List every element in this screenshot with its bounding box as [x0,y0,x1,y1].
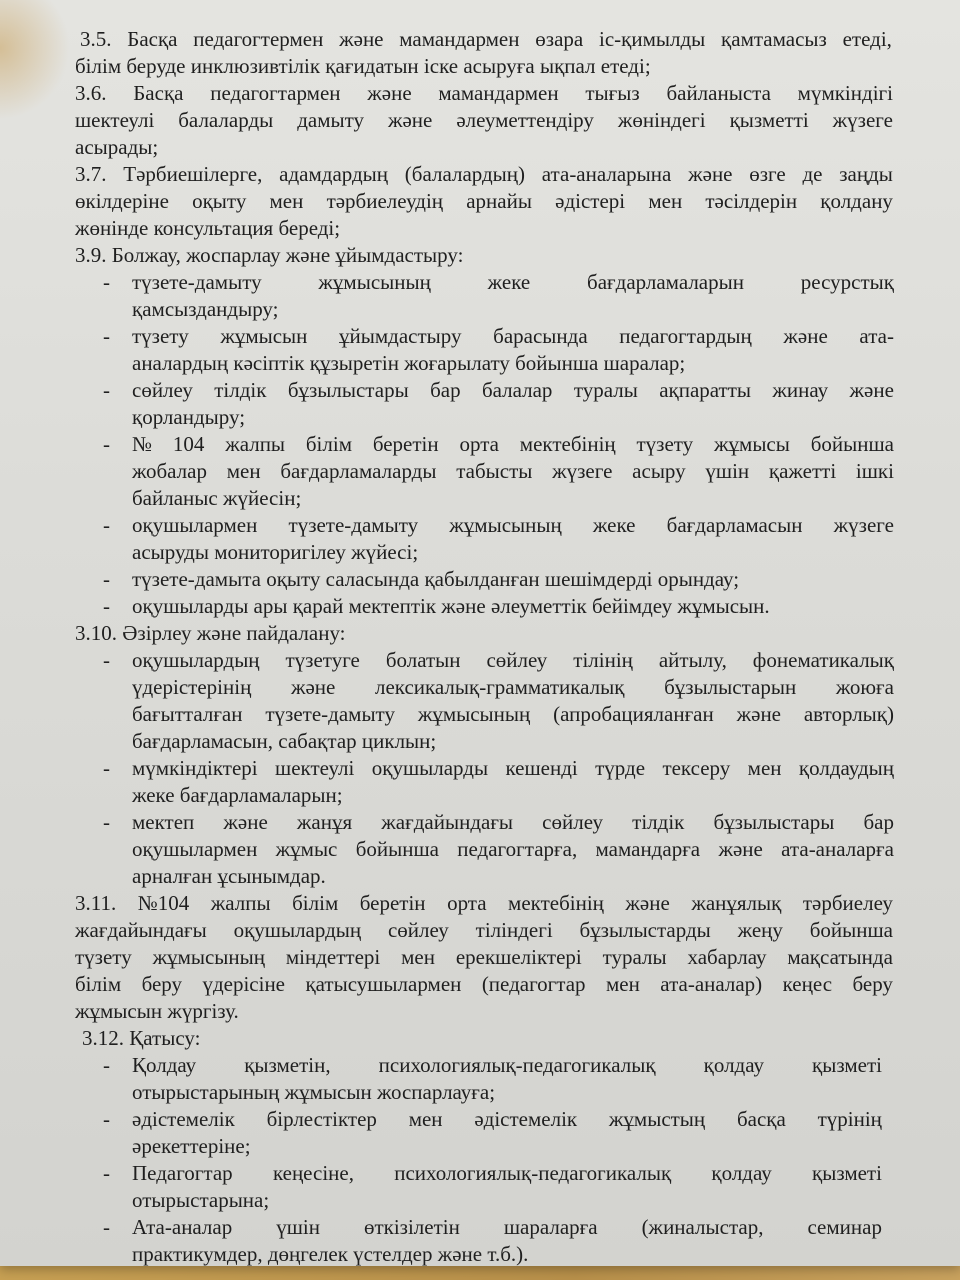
word: дамыту [297,108,365,132]
word: мен [747,756,782,780]
word: сөйлеу [132,378,193,402]
word: түзете-дамыту [288,513,419,537]
word: және [718,837,763,861]
word: жүзеге [833,513,894,537]
word: адамдардың [279,162,389,186]
word: жағдайындағы [75,918,207,942]
word: жалпы [225,432,286,456]
word: қолдаудың [798,756,894,780]
word: бойынша [810,432,894,456]
word: жанұя [296,810,353,834]
word: және [290,675,336,699]
word: мектебінің [508,891,604,915]
word: жұмыстың [608,1107,706,1131]
word: тәрбиелеу [802,891,893,915]
word: ата- [859,324,894,348]
word: етеді, [842,27,892,51]
word: де [802,162,823,186]
text-line: аналардың кәсіптік құзыретін жоғарылату бойынша шаралар; [132,351,686,375]
text-line [132,1052,882,1079]
word: және [625,891,670,915]
word: түрінің [817,1107,882,1131]
word: шектеулі [75,108,155,132]
word: оқыту [192,189,247,213]
word: №104 [137,891,190,915]
word: тілінің [573,648,633,672]
word: тілдік [214,378,267,402]
word: ресурстық [800,270,894,294]
word: жоюға [835,675,894,699]
word: беретін [372,432,439,456]
word: Басқа [127,27,178,51]
word: қажетті [768,459,837,483]
text-line: қорландыру; [132,405,246,429]
word: бағдарламаларын [587,270,744,294]
word: түзету [75,945,132,969]
word: семинар [807,1215,882,1239]
text-line [132,674,894,701]
word: орта [459,432,499,456]
word: қызметті [729,108,809,132]
word: түзету [636,432,694,456]
word: беру [141,972,183,996]
word: бағдарламаларды [280,459,437,483]
word: оқушылардың [233,918,362,942]
word: және [339,27,384,51]
word: кешенді [505,756,578,780]
word: және [849,378,894,402]
word: тексеру [662,756,731,780]
text-line: жөнінде консультация береді; [75,216,341,240]
word: түзете-дамыту [132,270,262,294]
word: мамандармен [399,27,520,51]
text-line [132,836,894,863]
word: бірлестіктер [266,1107,377,1131]
word: түзету [132,324,189,348]
word: жалпы [210,891,271,915]
word: асыру [632,459,686,483]
word: шектеулі [275,756,355,780]
text-line [132,431,894,458]
word: Педагогтар [132,1161,233,1185]
word: педагогтармен [210,81,341,105]
text-line [132,458,894,485]
list-bullet-dash: - [103,567,110,591]
word: туралы [602,945,667,969]
word: фонематикалық [752,648,894,672]
text-line: оқушыларды ары қарай мектептік және әлеуметтік бейімдеу жұмысын. [132,594,770,618]
word: хабарлау [687,945,767,969]
word: табысты [456,459,533,483]
word: басқа [736,1107,786,1131]
word: сөйлеу [387,918,449,942]
word: № [132,432,153,456]
word: орта [447,891,487,915]
word: мен [401,945,435,969]
word: мектеп [132,810,195,834]
word: беретін [359,891,426,915]
word: жанұялық [691,891,782,915]
word: лексикалық-грамматикалық [374,675,625,699]
word: тілдік [632,810,685,834]
word: туралы [573,378,638,402]
word: балаларды [178,108,274,132]
word: жеке [487,270,531,294]
word: педагогтардың [619,324,752,348]
text-line: 3.12. Қатысу: [82,1026,201,1050]
word: өзге [749,162,786,186]
word: бағытталған [132,702,243,726]
word: Тәрбиешілерге, [123,162,263,186]
word: оқушылармен [132,837,258,861]
list-bullet-dash: - [103,1161,110,1185]
word: кеңес [782,972,833,996]
text-line: бағдарламасын, сабақтар циклын; [132,729,437,753]
word: қызметі [812,1053,882,1077]
word: (балалардың) [404,162,526,186]
word: мамандармен [438,81,559,105]
word: оқушыларды [371,756,489,780]
word: 104 [172,432,205,456]
word: үшін [705,459,750,483]
word: қолдау [703,1053,764,1077]
word: 3.5. [80,27,112,51]
word: жұмыс [275,837,338,861]
word: айтылу, [658,648,727,672]
list-bullet-dash: - [103,378,110,402]
word: түзетуге [285,648,360,672]
word: бұзылыстарын [664,675,797,699]
word: заңды [839,162,893,186]
word: өкілдеріне [75,189,169,213]
word: білім [292,891,339,915]
word: жеке [592,513,636,537]
word: мақсатында [787,945,893,969]
text-line [132,1106,882,1133]
word: жобалар [132,459,207,483]
word: мүмкіндігі [797,81,893,105]
word: байланыста [666,81,771,105]
word: тіліндегі [475,918,553,942]
word: жұмысының [417,702,531,726]
text-line: практикумдер, дөңгелек үстелдер және т.б.). [132,1242,529,1266]
text-line [75,188,893,215]
text-line: асырады; [75,135,159,159]
word: Ата-аналар [132,1215,233,1239]
word: барасында [493,324,588,348]
word: тығыз [585,81,640,105]
word: оқушылармен [132,513,258,537]
word: түрде [595,756,646,780]
word: жинау [772,378,829,402]
word: педагогтермен [193,27,324,51]
word: шараларға [503,1215,598,1239]
text-line [75,107,893,134]
word: болатын [385,648,461,672]
word: ата-аналар) [660,972,763,996]
word: үдерістерінің [132,675,252,699]
word: қызметі [812,1161,882,1185]
word: қатысушылармен [305,972,462,996]
text-line: отырыстарының жұмысын жоспарлауға; [132,1080,496,1104]
word: мен [606,972,640,996]
text-line: жұмысын жүргізу. [75,999,239,1023]
word: үшін [276,1215,320,1239]
text-line: арналған ұсынымдар. [132,864,326,888]
text-line [132,701,894,728]
word: сөйлеу [542,810,604,834]
word: ішкі [855,459,894,483]
text-line: 3.9. Болжау, жоспарлау және ұйымдастыру: [75,243,464,267]
list-bullet-dash: - [103,1215,110,1239]
text-line [75,971,893,998]
word: тәрбиелеудің [326,189,444,213]
list-bullet-dash: - [103,594,110,618]
word: жұмысының [449,513,562,537]
text-line [132,269,894,296]
text-line [132,647,894,674]
word: психологиялық-педагогикалық [378,1053,656,1077]
text-line [132,512,894,539]
text-line [75,890,893,917]
word: жұмысының [152,945,265,969]
word: Басқа [133,81,184,105]
word: қолдау [711,1161,772,1185]
word: әдістемелік [474,1107,578,1131]
text-line [132,1160,882,1187]
text-line: жеке бағдарламаларын; [132,783,343,807]
text-line [75,80,893,107]
text-line [80,26,892,53]
word: балалар [481,378,553,402]
text-line [132,1214,882,1241]
word: ақпаратты [659,378,752,402]
word: әдістемелік [132,1107,235,1131]
word: әлеуметтендіру [456,108,594,132]
list-bullet-dash: - [103,1053,110,1077]
word: беру [852,972,893,996]
word: жұмысы [714,432,790,456]
word: бар [430,378,461,402]
word: арнайы [466,189,532,213]
word: бұзылыстарды [579,918,711,942]
word: және [223,810,268,834]
word: жүзеге [552,459,613,483]
word: оқушылардың [132,648,260,672]
word: тәсілдерін [705,189,798,213]
text-line [132,755,894,782]
word: (жиналыстар, [641,1215,764,1239]
word: педагогтарға, [457,837,578,861]
word: мен [408,1107,443,1131]
word: үдерісіне [202,972,286,996]
word: ата-аналарына [541,162,672,186]
text-line [132,809,894,836]
text-line: білім беруде инклюзивтілік қағидатын іске асыруға ықпал етеді; [75,54,651,78]
word: білім [305,432,352,456]
word: және [688,162,733,186]
list-bullet-dash: - [103,648,110,672]
list-bullet-dash: - [103,810,110,834]
word: мектебінің [519,432,616,456]
list-bullet-dash: - [103,270,110,294]
list-bullet-dash: - [103,513,110,537]
text-line [132,377,894,404]
word: және [783,324,828,348]
list-bullet-dash: - [103,1107,110,1131]
word: ұйымдастыру [339,324,462,348]
word: өткізілетін [363,1215,460,1239]
word: 3.11. [75,891,117,915]
word: қамтамасыз [721,27,827,51]
word: өзара [535,27,584,51]
word: жөніндегі [617,108,706,132]
text-line: байланыс жүйесін; [132,486,302,510]
word: жеңу [737,918,783,942]
word: 3.6. [75,81,107,105]
word: және [387,108,433,132]
list-bullet-dash: - [103,324,110,348]
text-line: түзете-дамыта оқыту саласында қабылданған шешімдерді орындау; [132,567,740,591]
word: бағдарламасын [666,513,803,537]
word: жұмысын [220,324,308,348]
word: сөйлеу [486,648,548,672]
word: бұзылыстары [713,810,835,834]
word: авторлық) [803,702,894,726]
word: 3.7. [75,162,107,186]
text-line: қамсыздандыру; [132,297,279,321]
word: мен [648,189,683,213]
text-line [75,161,893,188]
word: жағдайындағы [381,810,514,834]
text-line: асыруды мониторигілеу жүйесі; [132,540,419,564]
word: ата-аналарға [781,837,894,861]
word: Қолдау [132,1053,197,1077]
word: бар [863,810,894,834]
word: бұзылыстары [287,378,409,402]
word: ерекшеліктері [455,945,582,969]
word: (педагогтар [481,972,586,996]
text-line: әрекеттеріне; [132,1134,251,1158]
word: қызметін, [244,1053,331,1077]
word: түзете-дамыту [265,702,395,726]
text-line [132,323,894,350]
word: міндеттері [285,945,381,969]
word: кеңесіне, [272,1161,354,1185]
word: мен [226,459,261,483]
word: жүзеге [832,108,893,132]
text-line [75,944,893,971]
word: және [367,81,412,105]
list-bullet-dash: - [103,756,110,780]
word: әдістері [555,189,626,213]
word: білім [75,972,122,996]
word: іс-қимылды [599,27,706,51]
word: (апробацияланған [553,702,714,726]
text-line: отырыстарына; [132,1188,270,1212]
word: мүмкіндіктері [132,756,258,780]
text-line [75,917,893,944]
word: мен [269,189,304,213]
text-line: 3.10. Әзірлеу және пайдалану: [75,621,346,645]
word: мамандарға [595,837,701,861]
word: қолдану [820,189,893,213]
word: және [736,702,781,726]
word: психологиялық-педагогикалық [394,1161,672,1185]
word: бойынша [355,837,439,861]
word: бойынша [809,918,893,942]
list-bullet-dash: - [103,432,110,456]
word: жұмысының [318,270,431,294]
